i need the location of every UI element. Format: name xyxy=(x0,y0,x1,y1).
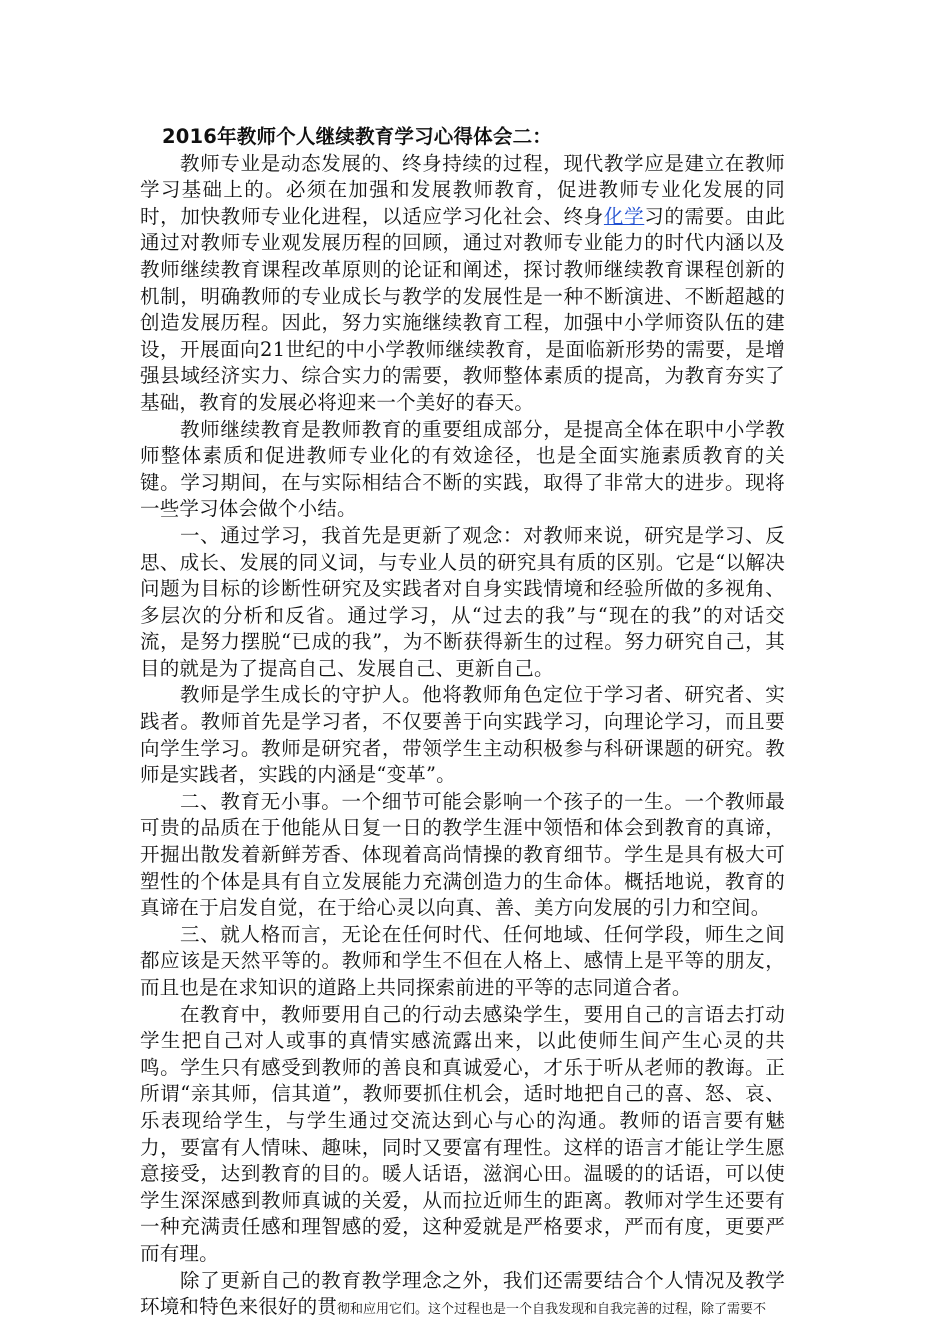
paragraph-8-text: 除了更新自己的教育教学理念之外，我们还需要结合个人情况及教学环境和特色来很好的贯 xyxy=(140,1268,785,1319)
document-body xyxy=(140,124,785,1324)
paragraph-4: 教师是学生成长的守护人。他将教师角色定位于学习者、研究者、实践者。教师首先是学习者，不仅要善于向实践学习，向理论学习，而且要向学生学习。教师是研究者，带领学生主动积极参与科研课题的研究。教师是实践者，实践的内涵是“变革”。 xyxy=(140,683,785,787)
document-title: 2016年教师个人继续教育学习心得体会二： xyxy=(162,125,552,148)
paragraph-1-text-a: 教师专业是动态发展的、终身持续的过程，现代教学应是建立在教师学习基础上的。必须在加强和发展教师教育，促进教师专业化发展的同时，加快教师专业化进程，以适应学习化社会、终身 xyxy=(140,151,785,228)
chemistry-link[interactable]: 化学 xyxy=(603,204,645,228)
paragraph-6: 三、就人格而言，无论在任何时代、任何地域、任何学段，师生之间都应该是天然平等的。教师和学生不但在人格上、感情上是平等的朋友，而且也是在求知识的道路上共同探索前进的平等的志同道合者。 xyxy=(140,922,785,999)
paragraph-8-small-tail: 彻和应用它们。这个过程也是一个自我发现和自我完善的过程，除了需要不 xyxy=(337,1302,767,1318)
paragraph-5: 二、教育无小事。一个细节可能会影响一个孩子的一生。一个教师最可贵的品质在于他能从日复一日的教学生涯中领悟和体会到教育的真谛，开掘出散发着新鲜芳香、体现着高尚情操的教育细节。学生是具有极大可塑性的个体是具有自立发展能力充满创造力的生命体。概括地说，教育的真谛在于启发自觉，在于给心灵以向真、善、美方向发展的引力和空间。 xyxy=(140,789,785,920)
paragraph-7: 在教育中，教师要用自己的行动去感染学生，要用自己的言语去打动学生把自己对人或事的真情实感流露出来，以此使师生间产生心灵的共鸣。学生只有感受到教师的善良和真诚爱心，才乐于听从老师的教诲。正所谓“亲其师，信其道”，教师要抓住机会，适时地把自己的喜、怒、哀、乐表现给学生，与学生通过交流达到心与心的沟通。教师的语言要有魅力，要富有人情味、趣味，同时又要富有理性。这样的语言才能让学生愿意接受，达到教育的目的。暖人话语，滋润心田。温暖的的话语，可以使学生深深感到教师真诚的关爱，从而拉近师生的距离。教师对学生还要有一种充满责任感和理智感的爱，这种爱就是严格要求，严而有度，更要严而有理。 xyxy=(140,1002,785,1265)
paragraph-1 xyxy=(140,151,785,417)
paragraph-2: 教师继续教育是教师教育的重要组成部分，是提高全体在职中小学教师整体素质和促进教师专业化的有效途径，也是全面实施素质教育的关键。学习期间，在与实际相结合不断的实践，取得了非常大的进步。现将一些学习体会做个小结。 xyxy=(140,417,785,521)
paragraph-1-text-b: 习的需要。由此通过对教师专业观发展历程的回顾，通过对教师专业能力的时代内涵以及教师继续教育课程改革原则的论证和阐述，探讨教师继续教育课程创新的机制，明确教师的专业成长与教学的发展性是一种不断演进、不断超越的创造发展历程。因此，努力实施继续教育工程，加强中小学师资队伍的建设，开展面向21世纪的中小学教师继续教育，是面临新形势的需要，是增强县域经济实力、综合实力的需要，教师整体素质的提高，为教育夯实了基础，教育的发展必将迎来一个美好的春天。 xyxy=(140,204,785,414)
paragraph-3: 一、通过学习，我首先是更新了观念：对教师来说，研究是学习、反思、成长、发展的同义词，与专业人员的研究具有质的区别。它是“以解决问题为目标的诊断性研究及实践者对自身实践情境和经验所做的多视角、多层次的分析和反省。通过学习，从“过去的我”与“现在的我”的对话交流，是努力摆脱“已成的我”，为不断获得新生的过程。努力研究自己，其目的就是为了提高自己、发展自己、更新自己。 xyxy=(140,523,785,680)
paragraph-8 xyxy=(140,1268,785,1324)
